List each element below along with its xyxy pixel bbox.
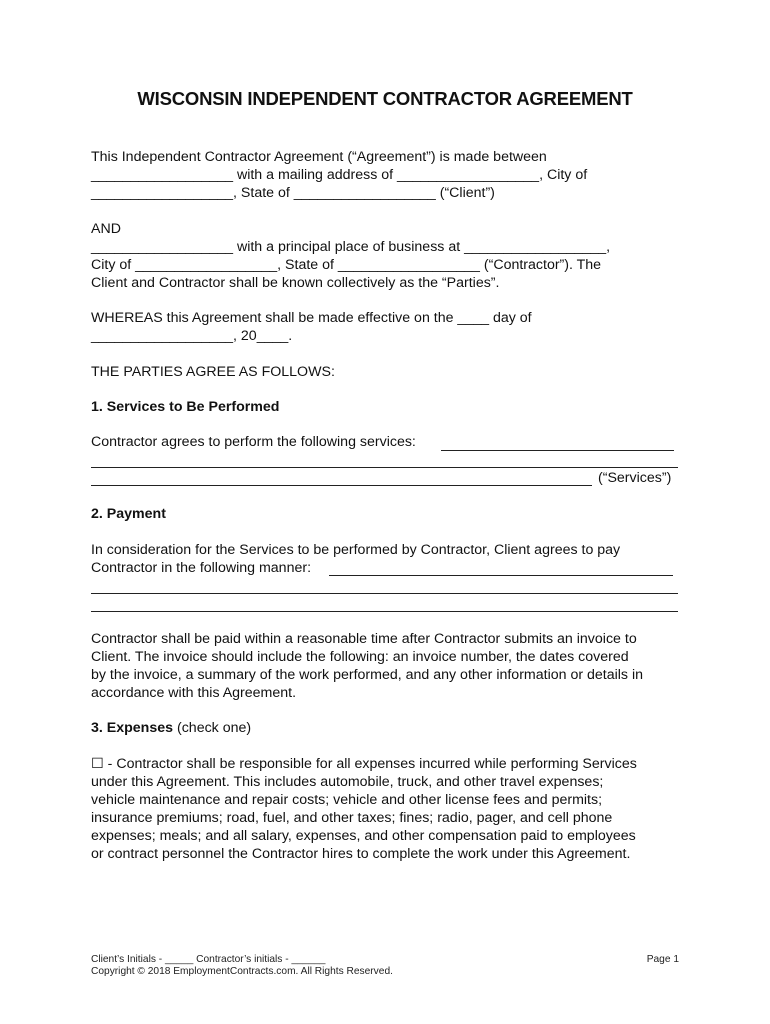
payment-blank-line-1 — [329, 575, 673, 576]
section-3-heading — [91, 719, 251, 737]
page-number: Page 1 — [646, 954, 679, 965]
contractor-paragraph: AND __________________ with a principal place of business at __________________, City of __________________, State of __________________ (“Contractor”). The Client and Contractor shall be known collectively as the “Parties”. — [91, 221, 611, 291]
services-intro-line: Contractor agrees to perform the following services: — [91, 434, 416, 450]
footer-initials: Client’s Initials - _____ Contractor’s initials - ______ — [91, 954, 326, 965]
section-2-heading: 2. Payment — [91, 506, 166, 522]
payment-paragraph-line-1: In consideration for the Services to be performed by Contractor, Client agrees to pay — [91, 542, 621, 558]
intro-paragraph: This Independent Contractor Agreement (“Agreement”) is made between __________________ with a mailing address of __________________, City of __________________, State of __________________ (“Client”) — [91, 149, 588, 201]
services-blank-line-3 — [91, 485, 592, 486]
services-tag: (“Services”) — [598, 470, 672, 486]
document-title: WISCONSIN INDEPENDENT CONTRACTOR AGREEMENT — [137, 88, 633, 109]
expenses-option-contractor — [91, 755, 683, 863]
payment-blank-line-2 — [91, 593, 678, 594]
section-1-heading: 1. Services to Be Performed — [91, 399, 280, 415]
payment-blank-line-3 — [91, 611, 678, 612]
payment-paragraph-line-2: Contractor in the following manner: — [91, 560, 312, 576]
footer-copyright: Copyright © 2018 EmploymentContracts.com. All Rights Reserved. — [91, 966, 393, 977]
expenses-option-checkbox[interactable]: ☐ — [91, 756, 104, 772]
invoice-paragraph: Contractor shall be paid within a reasonable time after Contractor submits an invoice to Client. The invoice should include the following: an invoice number, the dates covered by the invoice, a summary of the work performed, and any other information or details in accordance with this Agreement. — [91, 631, 644, 701]
parties-agree-line: THE PARTIES AGREE AS FOLLOWS: — [91, 364, 335, 380]
services-blank-line-2 — [91, 467, 678, 468]
whereas-paragraph: WHEREAS this Agreement shall be made effective on the ____ day of __________________, 20____. — [91, 310, 532, 344]
services-blank-line-1 — [441, 450, 674, 451]
section-3-heading-text: 3. Expenses — [91, 720, 174, 736]
section-3-heading-note: (check one) — [176, 720, 252, 736]
expenses-option-text: - Contractor shall be responsible for all expenses incurred while performing Services under this Agreement. This includes automobile, truck, and other travel expenses; vehicle maintenance and repair costs; vehicle and other license fees and permits; insurance premiums; road, fuel, and other taxes; fines; radio, pager, and cell phone expenses; meals; and all salary, expenses, and other compensation paid to employees or contract personnel the Contractor hires to complete the work under this Agreement. — [91, 756, 637, 862]
